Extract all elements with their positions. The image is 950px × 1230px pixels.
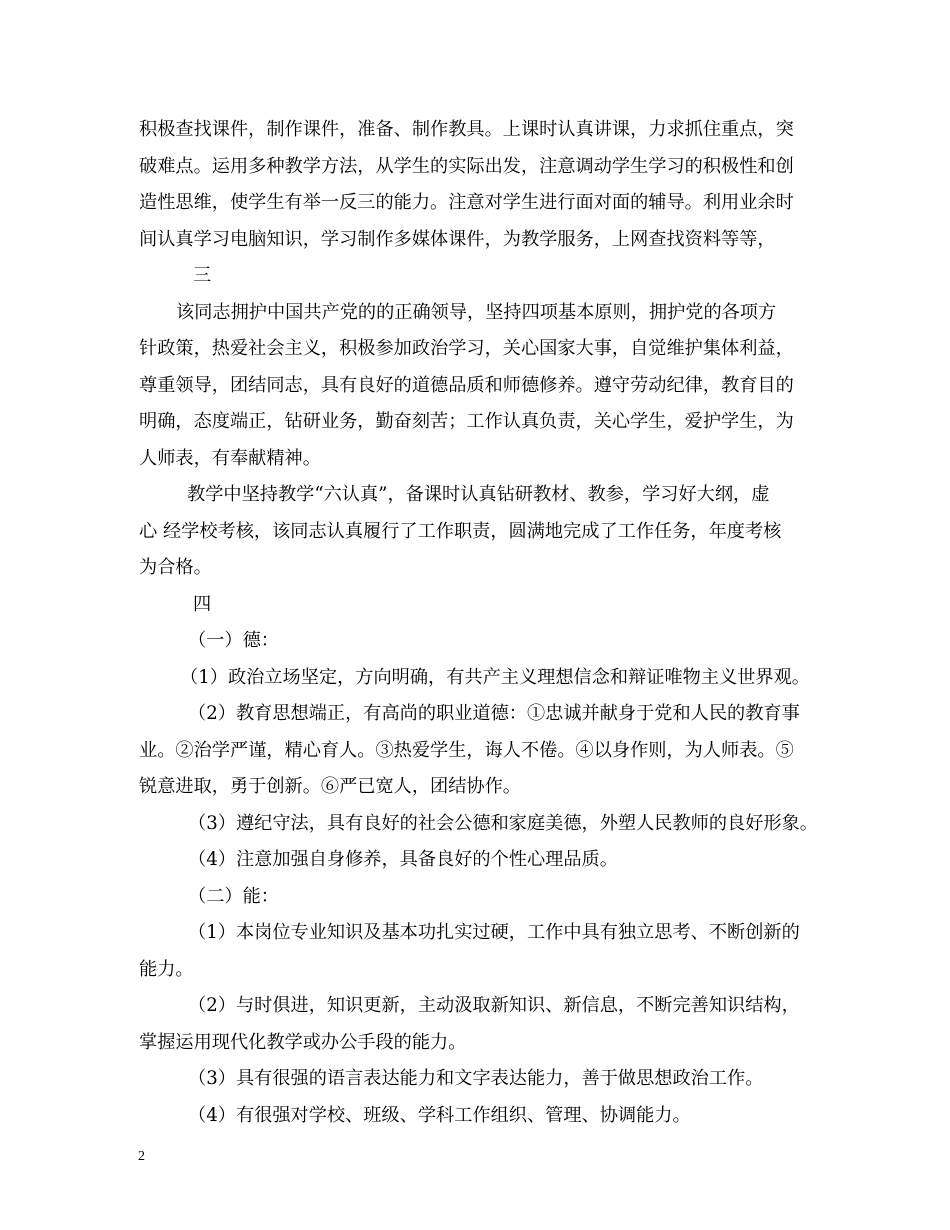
text-line: 该同志拥护中国共产党的的正确领导，坚持四项基本原则，拥护党的各项方: [176, 301, 777, 323]
text-line: 能力。: [139, 958, 194, 980]
text-line: 教学中坚持教学“六认真”，备课时认真钻研教材、教参，学习好大纲，虚: [187, 484, 770, 505]
list-item: （4）有很强对学校、班级、学科工作组织、管理、协调能力。: [188, 1104, 691, 1126]
list-item: （2）教育思想端正，有高尚的职业道德：①忠诚并献身于党和人民的教育事: [188, 703, 800, 724]
document-body: [139, 117, 819, 1139]
text-line: 业。②治学严谨，精心育人。③热爱学生，诲人不倦。④以身作则，为人师表。⑤: [139, 739, 794, 761]
section-heading: 三: [193, 265, 212, 286]
text-line: 心 经学校考核，该同志认真履行了工作职责，圆满地完成了工作任务，年度考核: [139, 520, 782, 542]
text-line: 尊重领导，团结同志，具有良好的道德品质和师德修养。遵守劳动纪律，教育目的: [139, 374, 794, 396]
text-line: 人师表，有奉献精神。: [139, 447, 321, 469]
list-item: （2）与时俱进，知识更新，主动汲取新知识、新信息，不断完善知识结构，: [188, 995, 800, 1016]
list-item: （1）政治立场坚定，方向明确，有共产主义理想信念和辩证唯物主义世界观。: [180, 666, 810, 688]
list-item: （4）注意加强自身修养，具备良好的个性心理品质。: [188, 849, 618, 870]
text-line: 为合格。: [139, 557, 212, 578]
list-item: （1）本岗位专业知识及基本功扎实过硬，工作中具有独立思考、不断创新的: [188, 922, 800, 943]
text-line: 针政策，热爱社会主义，积极参加政治学习，关心国家大事，自觉维护集体利益，: [139, 338, 794, 359]
text-line: 造性思维，使学生有举一反三的能力。注意对学生进行面对面的辅导。利用业余时: [139, 192, 794, 213]
text-line: 掌握运用现代化教学或办公手段的能力。: [139, 1031, 467, 1053]
subsection-heading: （二）能：: [188, 885, 279, 907]
list-item: （3）具有很强的语言表达能力和文字表达能力，善于做思想政治工作。: [188, 1068, 764, 1089]
subsection-heading: （一）德：: [188, 630, 279, 651]
text-line: 锐意进取，勇于创新。⑥严已宽人，团结协作。: [139, 776, 521, 797]
page-number: 2: [138, 1149, 145, 1164]
text-line: 明确，态度端正，钻研业务，勤奋刻苦；工作认真负责，关心学生，爱护学生，为: [139, 411, 794, 432]
list-item: （3）遵纪守法，具有良好的社会公德和家庭美德，外塑人民教师的良好形象。: [188, 812, 818, 834]
text-line: 积极查找课件，制作课件，准备、制作教具。上课时认真讲课，力求抓住重点，突: [139, 119, 794, 140]
text-line: 间认真学习电脑知识，学习制作多媒体课件，为教学服务，上网查找资料等等，: [139, 228, 776, 250]
section-heading: 四: [193, 593, 212, 615]
text-line: 破难点。运用多种教学方法，从学生的实际出发，注意调动学生学习的积极性和创: [139, 155, 794, 177]
